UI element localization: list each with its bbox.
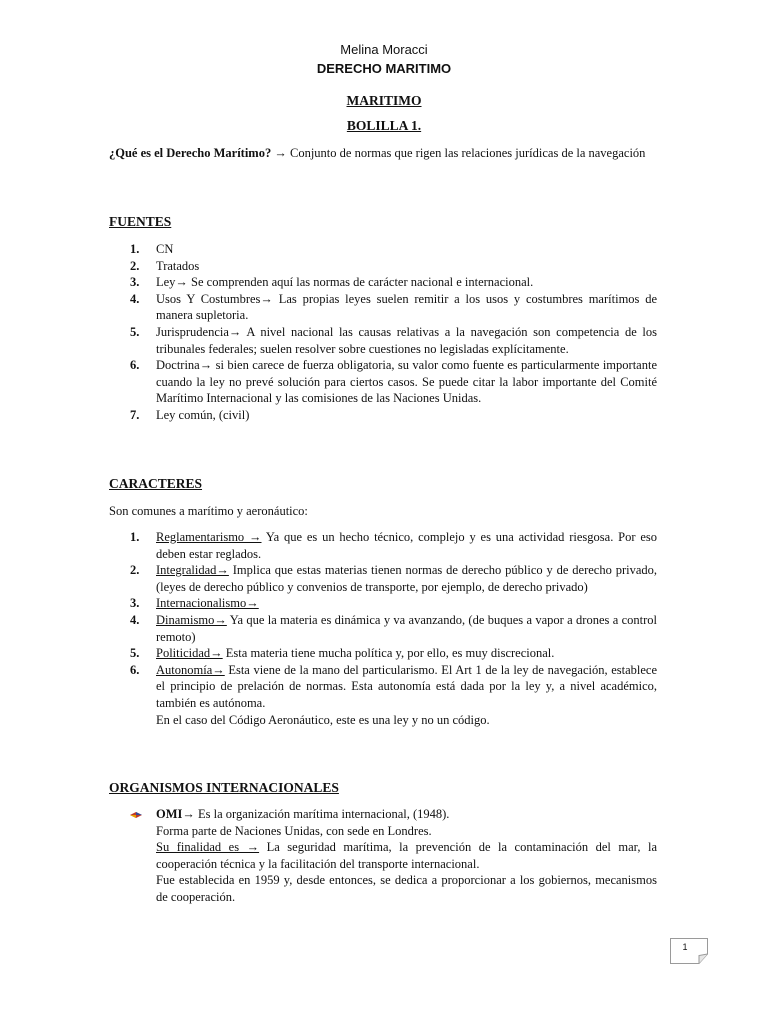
page-number-box — [670, 938, 708, 964]
item-text: Ya que es un hecho técnico, complejo y es una actividad riesgosa. Por eso deben estar reglados. — [156, 530, 657, 561]
list-item — [109, 529, 657, 562]
item-number: 2. — [130, 258, 140, 273]
item-number: 7. — [130, 407, 140, 422]
item-term: Dinamismo→ — [156, 612, 227, 627]
course-title: DERECHO MARITIMO — [316, 61, 452, 76]
omi-text: Es la organización marítima internacional, (1948). — [194, 807, 450, 821]
omi-line — [130, 806, 657, 823]
item-number: 1. — [130, 530, 140, 544]
omi-sede-line: Forma parte de Naciones Unidas, con sede en Londres. — [156, 823, 432, 838]
list-item — [109, 562, 657, 595]
item-number: 1. — [130, 242, 140, 256]
list-item — [109, 612, 657, 645]
list-item — [109, 407, 657, 424]
item-text: Doctrina→ si bien carece de fuerza obligatoria, su valor como fuente es particularmente importante cuando la ley no prevé solución para ciertos casos. Se puede citar la labor importante del Comité Marítimo Internacional y las comisiones de las Naciones Unidas. — [156, 358, 657, 406]
item-number: 6. — [130, 358, 140, 373]
list-item — [109, 662, 657, 728]
list-item — [109, 291, 657, 324]
author-name: Melina Moracci — [340, 42, 428, 57]
item-number: 6. — [130, 662, 140, 677]
diamond-bullet-icon — [130, 810, 142, 820]
item-term: Politicidad→ — [156, 646, 223, 661]
item-text: Jurisprudencia→ A nivel nacional las causas relativas a la navegación son competencia de los tribunales federales; suelen resolver sobre cuestiones no legisladas explícitamente. — [156, 324, 657, 356]
omi-term: OMI→ — [156, 807, 195, 821]
list-item — [109, 595, 657, 612]
omi-fundacion-line: Fue establecida en 1959 y, desde entonces, se dedica a proporcionar a los gobiernos, mecanismos de cooperación. — [156, 873, 657, 904]
section-title-fuentes: FUENTES — [109, 214, 172, 229]
item-extra-text: En el caso del Código Aeronáutico, este es una ley y no un código. — [156, 712, 490, 727]
list-item — [109, 274, 657, 291]
intro-paragraph — [109, 145, 657, 162]
fuentes-list — [109, 241, 657, 424]
item-text: Ley→ Se comprenden aquí las normas de carácter nacional e internacional. — [156, 275, 534, 290]
item-number: 3. — [130, 596, 140, 611]
caracteres-intro: Son comunes a marítimo y aeronáutico: — [109, 504, 308, 518]
item-text: CN — [156, 242, 174, 256]
list-item — [109, 357, 657, 407]
item-text: Tratados — [156, 258, 200, 273]
item-number: 3. — [130, 275, 140, 290]
list-item — [109, 258, 657, 275]
item-number: 5. — [130, 646, 140, 661]
item-term: Autonomía→ — [156, 662, 225, 677]
list-item — [109, 241, 657, 258]
item-number: 5. — [130, 324, 140, 339]
section-title-caracteres: CARACTERES — [109, 476, 203, 491]
page-number: 1 — [682, 942, 688, 952]
intro-arrow: → — [274, 146, 287, 160]
caracteres-list — [109, 529, 657, 728]
intro-answer: Conjunto de normas que rigen las relaciones jurídicas de la navegación — [286, 146, 646, 160]
item-text: Usos Y Costumbres→ Las propias leyes suelen remitir a los usos y costumbres marítimos de manera supletoria. — [156, 291, 657, 323]
omi-finalidad-line — [130, 839, 657, 872]
item-term: Internacionalismo→ — [156, 596, 259, 611]
intro-question: ¿Qué es el Derecho Marítimo? — [109, 146, 272, 160]
item-term: Reglamentarismo → — [156, 530, 262, 544]
item-term: Integralidad→ — [156, 563, 229, 578]
item-text: Implica que estas materias tienen normas de derecho público y de derecho privado, (leyes de derecho público y convenios de transporte, por ejemplo, de derecho privado) — [156, 563, 657, 594]
item-number: 4. — [130, 612, 140, 627]
omi-bullet-block — [130, 806, 657, 906]
list-item — [109, 324, 657, 357]
item-text: Esta materia tiene mucha política y, por ello, es muy discrecional. — [222, 646, 555, 661]
unit-title: BOLILLA 1. — [346, 118, 422, 133]
finalidad-text: La seguridad marítima, la prevención de la contaminación del mar, la cooperación técnica y la facilitación del transporte internacional. — [156, 840, 657, 871]
item-text: Esta viene de la mano del particularismo. El Art 1 de la ley de navegación, establece el principio de prelación de normas. Esta autonomía está dada por la ley y, a nivel académico, también es autónoma. — [156, 662, 657, 710]
item-text: Ya que la materia es dinámica y va avanzando, (de buques a vapor a drones a control remoto) — [156, 612, 657, 644]
list-item — [109, 645, 657, 662]
finalidad-term: Su finalidad es → — [156, 840, 260, 855]
section-title-organismos: ORGANISMOS INTERNACIONALES — [109, 780, 339, 795]
item-text: Ley común, (civil) — [156, 407, 250, 422]
item-number: 2. — [130, 563, 140, 578]
item-number: 4. — [130, 291, 140, 306]
main-title: MARITIMO — [346, 93, 422, 108]
